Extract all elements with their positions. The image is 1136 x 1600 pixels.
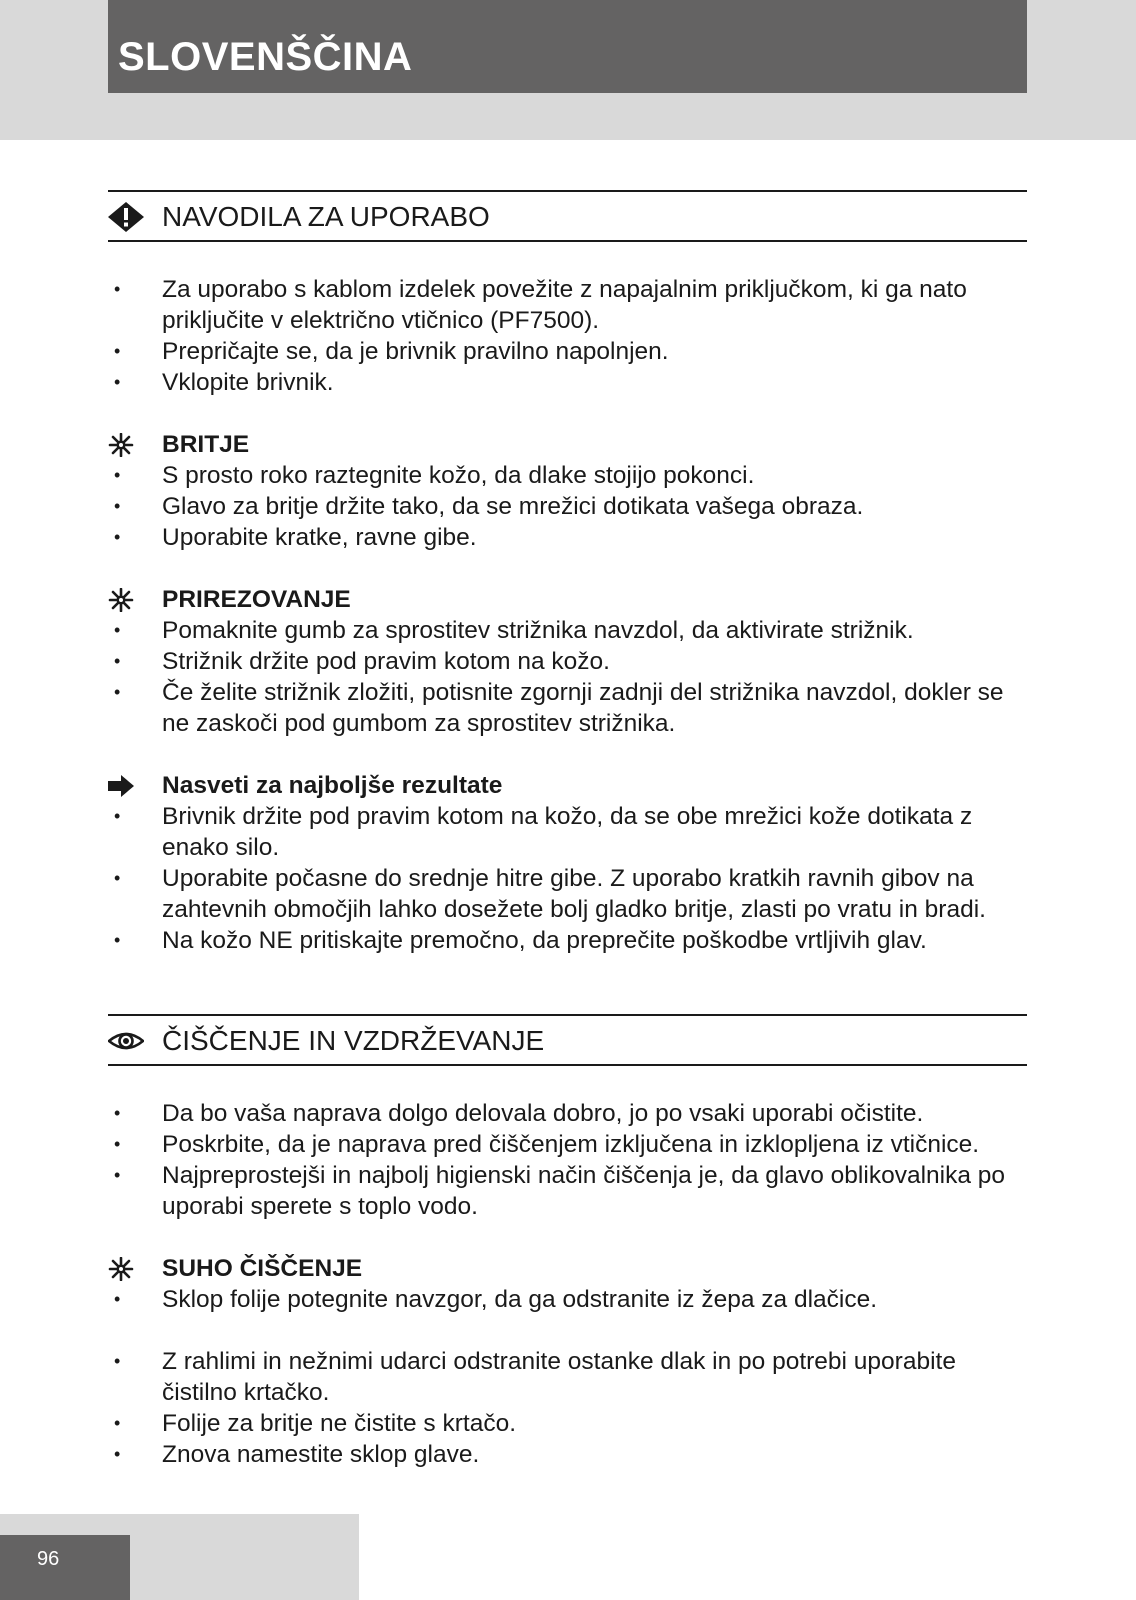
list-item: • Za uporabo s kablom izdelek povežite z napajalnim priključkom, ki ga nato priključite v električno vtičnico (PF7500). (108, 274, 1027, 336)
page-number-box (0, 1535, 130, 1600)
list-item: • Uporabite počasne do srednje hitre gibe. Z uporabo kratkih ravnih gibov na zahtevnih območjih lahko dosežete bolj gladko britje, zlasti po vratu in bradi. (108, 863, 1027, 925)
cleaning-section-header (108, 1014, 1027, 1066)
list-item: • Uporabite kratke, ravne gibe. (108, 522, 1027, 553)
subheading-label: Nasveti za najboljše rezultate (162, 772, 503, 799)
cleaning-section-title: ČIŠČENJE IN VZDRŽEVANJE (162, 1025, 545, 1056)
eye-icon (108, 1026, 144, 1056)
cleaning-intro-list (108, 1098, 1027, 1222)
list-item: • Sklop folije potegnite navzgor, da ga odstranite iz žepa za dlačice. (108, 1284, 1027, 1315)
list-item: • Strižnik držite pod pravim kotom na kožo. (108, 646, 1027, 677)
language-bar (108, 0, 1027, 93)
dry-cleaning-list-a (108, 1284, 1027, 1315)
subheading-label: BRITJE (162, 431, 250, 458)
list-item: • Da bo vaša naprava dolgo delovala dobro, jo po vsaki uporabi očistite. (108, 1098, 1027, 1129)
star-burst-icon (108, 1257, 134, 1281)
list-item: • Poskrbite, da je naprava pred čiščenjem izključena in izklopljena iz vtičnice. (108, 1129, 1027, 1160)
usage-section-title: NAVODILA ZA UPORABO (162, 201, 490, 232)
page-number: 96 (37, 1548, 60, 1570)
cleaning-content (108, 1098, 1027, 1470)
list-item: • Prepričajte se, da je brivnik pravilno napolnjen. (108, 336, 1027, 367)
list-item: • Z rahlimi in nežnimi udarci odstranite ostanke dlak in po potrebi uporabite čistilno krtačko. (108, 1346, 1027, 1408)
list-item: • Glavo za britje držite tako, da se mrežici dotikata vašega obraza. (108, 491, 1027, 522)
shaving-list (108, 460, 1027, 553)
subheading-label: SUHO ČIŠČENJE (162, 1255, 363, 1282)
tips-subheading (108, 770, 1027, 801)
trimming-subheading (108, 584, 1027, 615)
list-item: • Pomaknite gumb za sprostitev strižnika navzdol, da aktivirate strižnik. (108, 615, 1027, 646)
shaving-subheading (108, 429, 1027, 460)
list-item: • Na kožo NE pritiskajte premočno, da preprečite poškodbe vrtljivih glav. (108, 925, 1027, 956)
list-item: • Folije za britje ne čistite s krtačo. (108, 1408, 1027, 1439)
list-item: • Če želite strižnik zložiti, potisnite zgornji zadnji del strižnika navzdol, dokler se ne zaskoči pod gumbom za sprostitev strižnika. (108, 677, 1027, 739)
star-burst-icon (108, 433, 134, 457)
arrow-right-icon (108, 774, 134, 798)
dry-cleaning-list-b (108, 1346, 1027, 1470)
list-item: • Brivnik držite pod pravim kotom na kožo, da se obe mrežici kože dotikata z enako silo. (108, 801, 1027, 863)
list-item: • Najpreprostejši in najbolj higienski način čiščenja je, da glavo oblikovalnika po uporabi sperete s toplo vodo. (108, 1160, 1027, 1222)
dry-cleaning-subheading (108, 1253, 1027, 1284)
usage-section-header (108, 190, 1027, 242)
usage-intro-list (108, 274, 1027, 398)
trimming-list (108, 615, 1027, 739)
list-item: • S prosto roko raztegnite kožo, da dlake stojijo pokonci. (108, 460, 1027, 491)
language-title: SLOVENŠČINA (118, 35, 413, 79)
warning-icon (108, 202, 144, 232)
list-item: • Znova namestite sklop glave. (108, 1439, 1027, 1470)
star-burst-icon (108, 588, 134, 612)
tips-list (108, 801, 1027, 956)
list-item: • Vklopite brivnik. (108, 367, 1027, 398)
subheading-label: PRIREZOVANJE (162, 586, 351, 613)
usage-content (108, 274, 1027, 956)
